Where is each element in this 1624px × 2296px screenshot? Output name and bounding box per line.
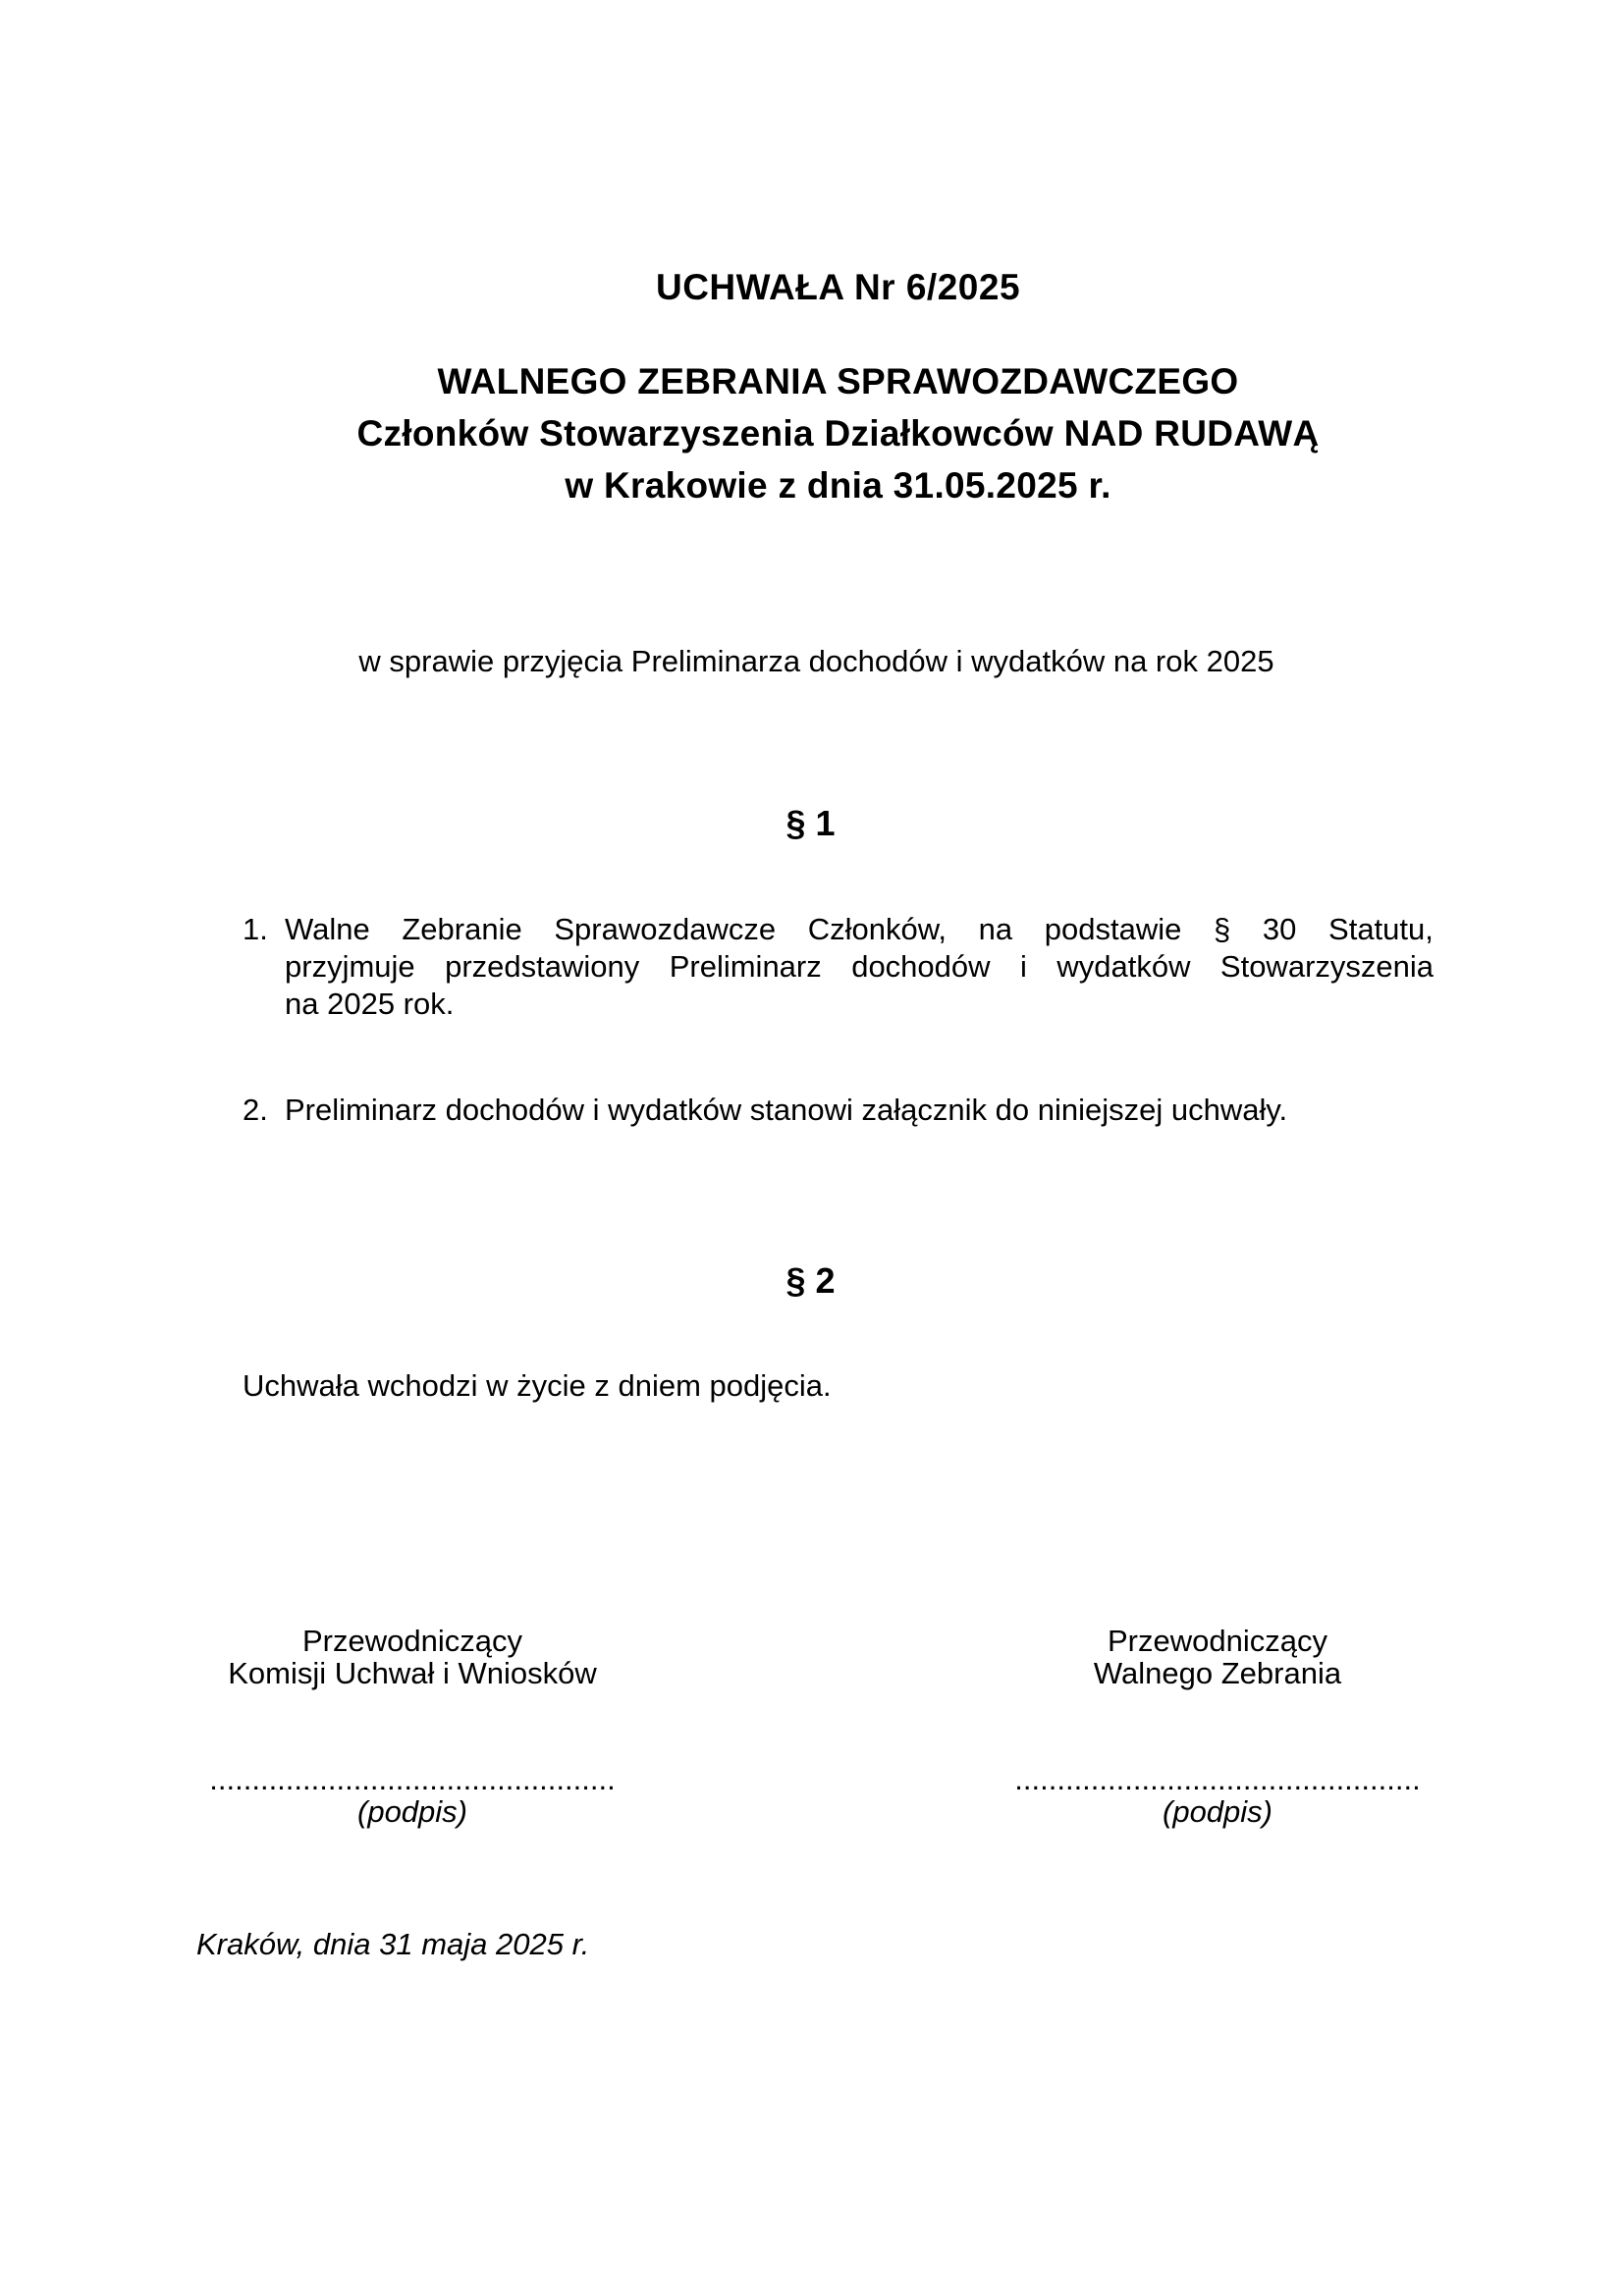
header-line-assembly: WALNEGO ZEBRANIA SPRAWOZDAWCZEGO bbox=[437, 361, 1239, 401]
signature-left-caption: (podpis) bbox=[357, 1794, 467, 1829]
document-header bbox=[243, 355, 1434, 511]
signature-left-dotted-line: ................................................ bbox=[209, 1762, 616, 1796]
list-item-1-number: 1. bbox=[243, 912, 268, 946]
document-subject: w sprawie przyjęcia Preliminarza dochodów i wydatków na rok 2025 bbox=[358, 644, 1274, 678]
header-line-place-date: w Krakowie z dnia 31.05.2025 r. bbox=[565, 465, 1111, 506]
list-item-2-text: Preliminarz dochodów i wydatków stanowi załącznik do niniejszej uchwały. bbox=[285, 1093, 1288, 1127]
signature-right-role-line1: Przewodniczący bbox=[1108, 1624, 1327, 1658]
signature-left-role-line2: Komisji Uchwał i Wniosków bbox=[228, 1656, 597, 1690]
header-line-association: Członków Stowarzyszenia Działkowców NAD RUDAWĄ bbox=[356, 413, 1320, 454]
enactment-clause: Uchwała wchodzi w życie z dniem podjęcia. bbox=[243, 1368, 832, 1403]
signature-right-caption: (podpis) bbox=[1163, 1794, 1272, 1829]
section-2-heading: § 2 bbox=[785, 1260, 836, 1301]
list-item-2 bbox=[243, 1092, 1434, 1129]
signature-right-role-line2: Walnego Zebrania bbox=[1093, 1656, 1342, 1690]
place-date-line: Kraków, dnia 31 maja 2025 r. bbox=[196, 1927, 590, 1961]
signature-right-dotted-line: ................................................ bbox=[1014, 1762, 1421, 1796]
section-1-heading: § 1 bbox=[785, 803, 836, 843]
list-item-1 bbox=[243, 911, 1434, 1023]
signature-left-role-line1: Przewodniczący bbox=[302, 1624, 522, 1658]
signature-block-right bbox=[982, 1625, 1453, 1828]
document-title: UCHWAŁA Nr 6/2025 bbox=[655, 267, 1021, 307]
signature-block-left bbox=[177, 1625, 648, 1828]
list-item-2-number: 2. bbox=[243, 1093, 268, 1127]
list-item-1-text: Walne Zebranie Sprawozdawcze Członków, na podstawie § 30 Statutu, przyjmuje przedstawiony Preliminarz dochodów i wydatków Stowarzyszenia na 2025 rok. bbox=[285, 912, 1434, 1021]
